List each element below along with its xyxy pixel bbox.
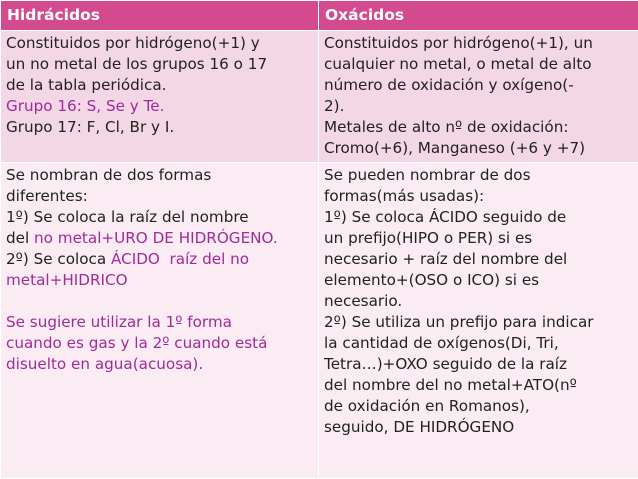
- text-line: de oxidación en Romanos),: [324, 397, 530, 415]
- text-line: Se nombran de dos formas: [6, 166, 212, 184]
- oxacidos-naming-cell: [319, 163, 638, 479]
- text-line: cuando es gas y la 2º cuando está: [6, 334, 268, 352]
- highlight-fragment: no metal+URO DE HIDRÓGENO.: [34, 229, 278, 247]
- text-line: Constituidos por hidrógeno(+1), un: [324, 34, 593, 52]
- text-line: [6, 228, 314, 249]
- header-row: [1, 1, 638, 31]
- group-16-line: Grupo 16: S, Se y Te.: [6, 97, 165, 115]
- hidracidos-composition-cell: [1, 31, 319, 163]
- text-line: diferentes:: [6, 187, 88, 205]
- text-line: seguido, DE HIDRÓGENO: [324, 418, 515, 436]
- text-line: 2º) Se utiliza un prefijo para indicar: [324, 313, 594, 331]
- text-line: disuelto en agua(acuosa).: [6, 355, 204, 373]
- text-line: un prefijo(HIPO o PER) si es: [324, 229, 533, 247]
- text-line: número de oxidación y oxígeno(-: [324, 76, 574, 94]
- highlight-fragment: ÁCIDO raíz del no: [111, 250, 250, 268]
- header-hidracidos: Hidrácidos: [1, 1, 319, 31]
- text-line: [6, 249, 314, 270]
- text-line: un no metal de los grupos 16 o 17: [6, 55, 268, 73]
- text-line: necesario + raíz del nombre del: [324, 250, 568, 268]
- table-row: [1, 31, 638, 163]
- spacer: [6, 291, 314, 312]
- text-line: de la tabla periódica.: [6, 76, 167, 94]
- text-line: metal+HIDRICO: [6, 271, 128, 289]
- text-line: necesario.: [324, 292, 403, 310]
- text-line: del nombre del no metal+ATO(nº: [324, 376, 577, 394]
- text-line: Metales de alto nº de oxidación:: [324, 118, 569, 136]
- table-row: [1, 163, 638, 479]
- text-line: formas(más usadas):: [324, 187, 485, 205]
- group-17-line: Grupo 17: F, Cl, Br y I.: [6, 118, 175, 136]
- text-line: elemento+(OSO o ICO) si es: [324, 271, 540, 289]
- text-line: Constituidos por hidrógeno(+1) y: [6, 34, 260, 52]
- text-fragment: 2º) Se coloca: [6, 250, 112, 268]
- text-line: cualquier no metal, o metal de alto: [324, 55, 592, 73]
- text-line: 2).: [324, 97, 345, 115]
- text-line: 1º) Se coloca ÁCIDO seguido de: [324, 208, 567, 226]
- text-line: 1º) Se coloca la raíz del nombre: [6, 208, 249, 226]
- text-line: la cantidad de oxígenos(Di, Tri,: [324, 334, 559, 352]
- hidracidos-naming-cell: [1, 163, 319, 479]
- text-line: Se pueden nombrar de dos: [324, 166, 531, 184]
- text-fragment: del: [6, 229, 35, 247]
- text-line: Tetra…)+OXO seguido de la raíz: [324, 355, 567, 373]
- text-line: Cromo(+6), Manganeso (+6 y +7): [324, 139, 586, 157]
- text-line: Se sugiere utilizar la 1º forma: [6, 313, 232, 331]
- oxacidos-composition-cell: [319, 31, 638, 163]
- header-oxacidos: Oxácidos: [319, 1, 638, 31]
